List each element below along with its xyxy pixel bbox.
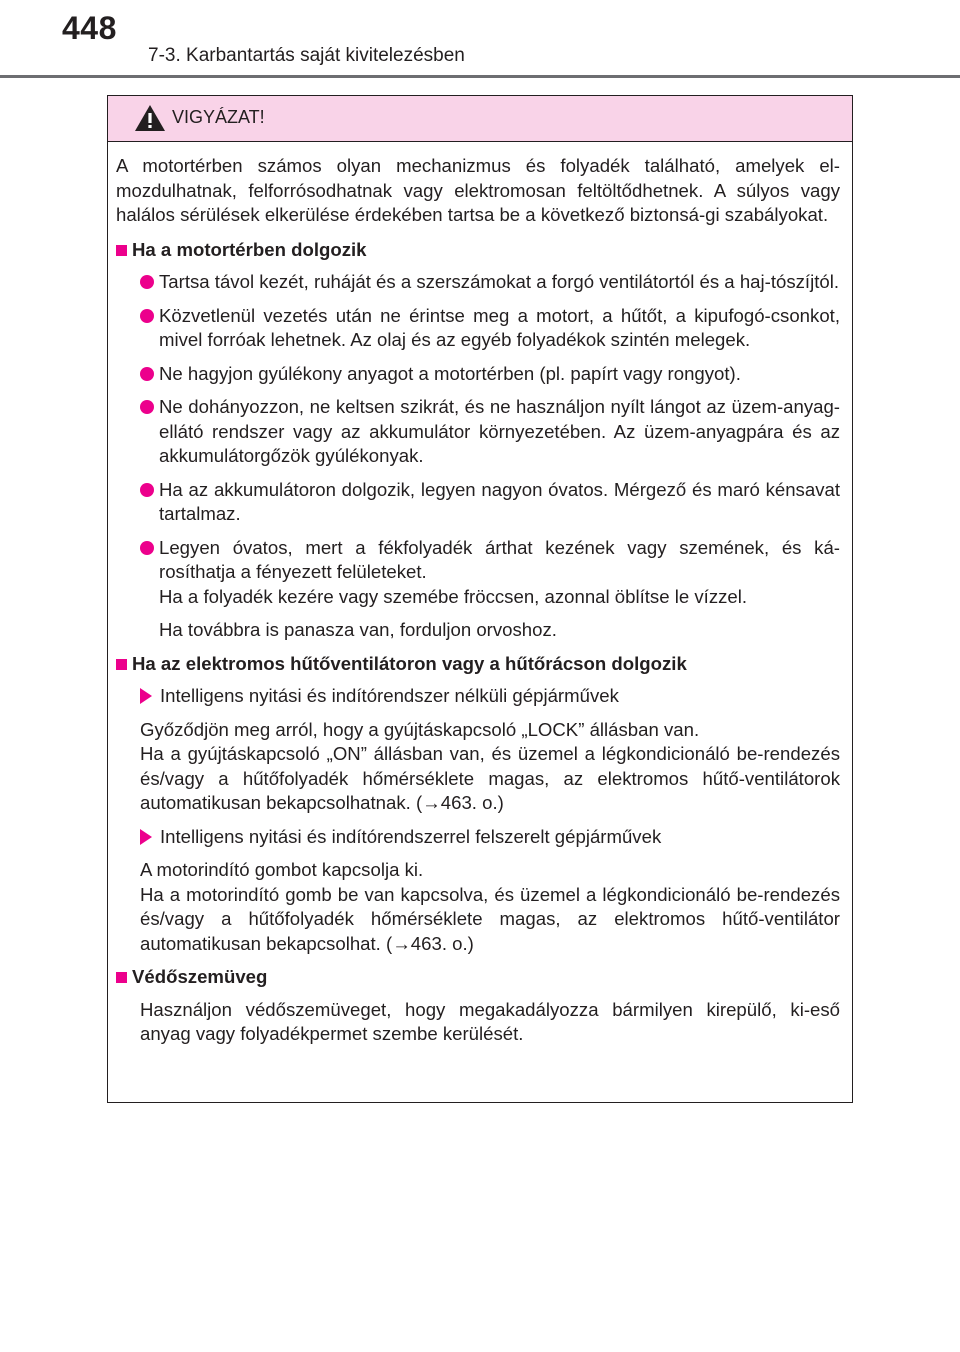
bullet-item xyxy=(140,536,840,610)
section-title: 7-3. Karbantartás saját kivitelezésben xyxy=(148,45,465,66)
bullet-line: Legyen óvatos, mert a fékfolyadék árthat kezének vagy szemének, és ká-rosíthatja a fényezett felületeket. xyxy=(159,536,840,582)
warning-header xyxy=(108,96,852,142)
subcase-line: Ha a gyújtáskapcsoló „ON” állásban van, és üzemel a légkondicionáló be-rendezés és/vagy a hűtőfolyadék hőmérséklete magas, az elektromos hűtő-ventilátorok automatikusan bekapcsolhatnak. (→463. o.) xyxy=(140,743,840,813)
bullet-item xyxy=(140,270,840,295)
circle-bullet-icon xyxy=(140,275,154,289)
triangle-arrow-icon xyxy=(140,688,152,704)
bullet-item xyxy=(140,395,840,469)
subcase-heading xyxy=(140,825,840,850)
subcase-line: A motorindító gombot kapcsolja ki. xyxy=(140,859,424,880)
topic-safety-glasses xyxy=(116,965,840,990)
page-header xyxy=(0,0,960,80)
warning-body xyxy=(108,142,852,1047)
circle-bullet-icon xyxy=(140,483,154,497)
subcase-line: Győződjön meg arról, hogy a gyújtáskapcsoló „LOCK” állásban van. xyxy=(140,718,700,740)
subcase-text xyxy=(140,858,840,956)
bullet-text: Ne hagyjon gyúlékony anyagot a motortérben (pl. papírt vagy rongyot). xyxy=(159,362,741,384)
subcase-text xyxy=(140,718,840,816)
subcase-line: Ha a motorindító gomb be van kapcsolva, és üzemel a légkondicionáló be-rendezés és/vagy a hűtőfolyadék hőmérséklete magas, az elektromos hűtő-ventilátor automatikusan bekapcsolhat. (→463. o.) xyxy=(140,883,840,954)
bullet-item xyxy=(140,478,840,527)
subcase-title: Intelligens nyitási és indítórendszer nélküli gépjárművek xyxy=(160,685,619,706)
warning-box xyxy=(107,95,853,1103)
topic-text: Használjon védőszemüveget, hogy megakadályozza bármilyen kirepülő, ki-eső anyag vagy folyadékpermet szembe kerülését. xyxy=(140,998,840,1044)
bullet-line: Ha a folyadék kezére vagy szemébe fröccsen, azonnal öblítse le vízzel. xyxy=(159,585,748,607)
bullet-item xyxy=(140,304,840,353)
square-bullet-icon xyxy=(116,972,127,983)
circle-bullet-icon xyxy=(140,541,154,555)
bullet-text: Közvetlenül vezetés után ne érintse meg a motort, a hűtőt, a kipufogó-csonkot, mivel forróak lehetnek. Az olaj és az egyéb folyadékok szintén melegek. xyxy=(159,304,840,350)
circle-bullet-icon xyxy=(140,309,154,323)
circle-bullet-icon xyxy=(140,400,154,414)
topic-heading: Ha a motortérben dolgozik xyxy=(132,238,367,260)
circle-bullet-icon xyxy=(140,367,154,381)
bullet-text: Tartsa távol kezét, ruháját és a szerszámokat a forgó ventilátortól és a haj-tószíjtól. xyxy=(159,271,840,292)
subcase-title: Intelligens nyitási és indítórendszerrel felszerelt gépjárművek xyxy=(160,825,662,847)
bullet-item xyxy=(140,362,840,387)
page-number: 448 xyxy=(62,10,117,46)
square-bullet-icon xyxy=(116,659,127,670)
triangle-arrow-icon xyxy=(140,829,152,845)
square-bullet-icon xyxy=(116,245,127,256)
header-divider xyxy=(0,75,960,78)
topic-heading: Ha az elektromos hűtőventilátoron vagy a hűtőrácson dolgozik xyxy=(132,652,687,674)
warning-title: VIGYÁZAT! xyxy=(172,107,265,127)
topic-engine-compartment xyxy=(116,238,840,263)
bullet-text: Ne dohányozzon, ne keltsen szikrát, és ne használjon nyílt lángot az üzem-anyag-ellátó rendszer vagy az akkumulátor környezetében. Az üzem-anyagpára és az akkumulátorgőzök gyúlékonyak. xyxy=(159,396,840,466)
warning-triangle-icon xyxy=(134,104,166,132)
bullet-extra-text: Ha továbbra is panasza van, forduljon orvoshoz. xyxy=(159,619,557,640)
topic-heading: Védőszemüveg xyxy=(132,966,268,987)
bullet-text: Ha az akkumulátoron dolgozik, legyen nagyon óvatos. Mérgező és maró kénsavat tartalmaz. xyxy=(159,478,840,524)
subcase-heading xyxy=(140,684,840,709)
bullet-text xyxy=(159,536,840,610)
warning-intro: A motortérben számos olyan mechanizmus és folyadék található, amelyek el-mozdulhatnak, felforrósodhatnak vagy elektromosan feltöltődhetnek. A súlyos vagy halálos sérülések elkerülése érdekében tartsa be a következő biztonsá-gi szabályokat. xyxy=(116,155,840,225)
topic-cooling-fan xyxy=(116,652,840,677)
